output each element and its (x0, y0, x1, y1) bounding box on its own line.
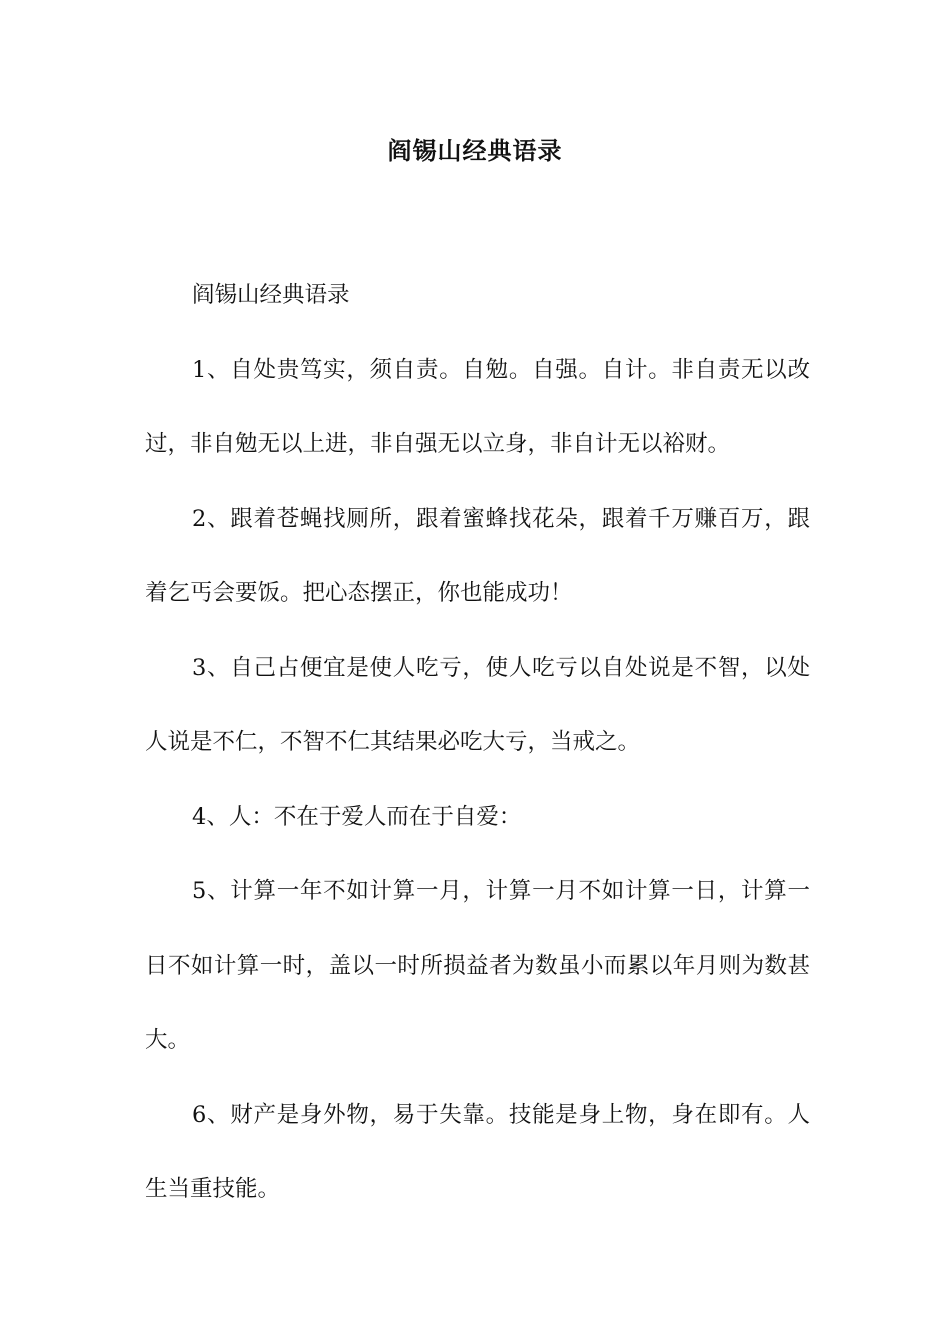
document-title: 阎锡山经典语录 (387, 136, 563, 165)
quote-paragraph-6: 6、财产是身外物，易于失靠。技能是身上物，身在即有。人生当重技能。 (145, 1101, 810, 1202)
quote-paragraph-4: 4、人：不在于爱人而在于自爱： (192, 803, 522, 830)
document-body (145, 258, 810, 1227)
quote-paragraph-1: 1、自处贵笃实，须自责。自勉。自强。自计。非自责无以改过，非自勉无以上进，非自强无以立身，非自计无以裕财。 (145, 356, 810, 457)
quote-paragraph-2: 2、跟着苍蝇找厕所，跟着蜜蜂找花朵，跟着千万赚百万，跟着乞丐会要饭。把心态摆正，你也能成功！ (145, 505, 810, 606)
paragraph-heading: 阎锡山经典语录 (192, 282, 350, 308)
quote-paragraph-3: 3、自己占便宜是使人吃亏，使人吃亏以自处说是不智，以处人说是不仁，不智不仁其结果必吃大亏，当戒之。 (145, 654, 810, 755)
quote-paragraph-5: 5、计算一年不如计算一月，计算一月不如计算一日，计算一日不如计算一时，盖以一时所损益者为数虽小而累以年月则为数甚大。 (145, 878, 810, 1053)
